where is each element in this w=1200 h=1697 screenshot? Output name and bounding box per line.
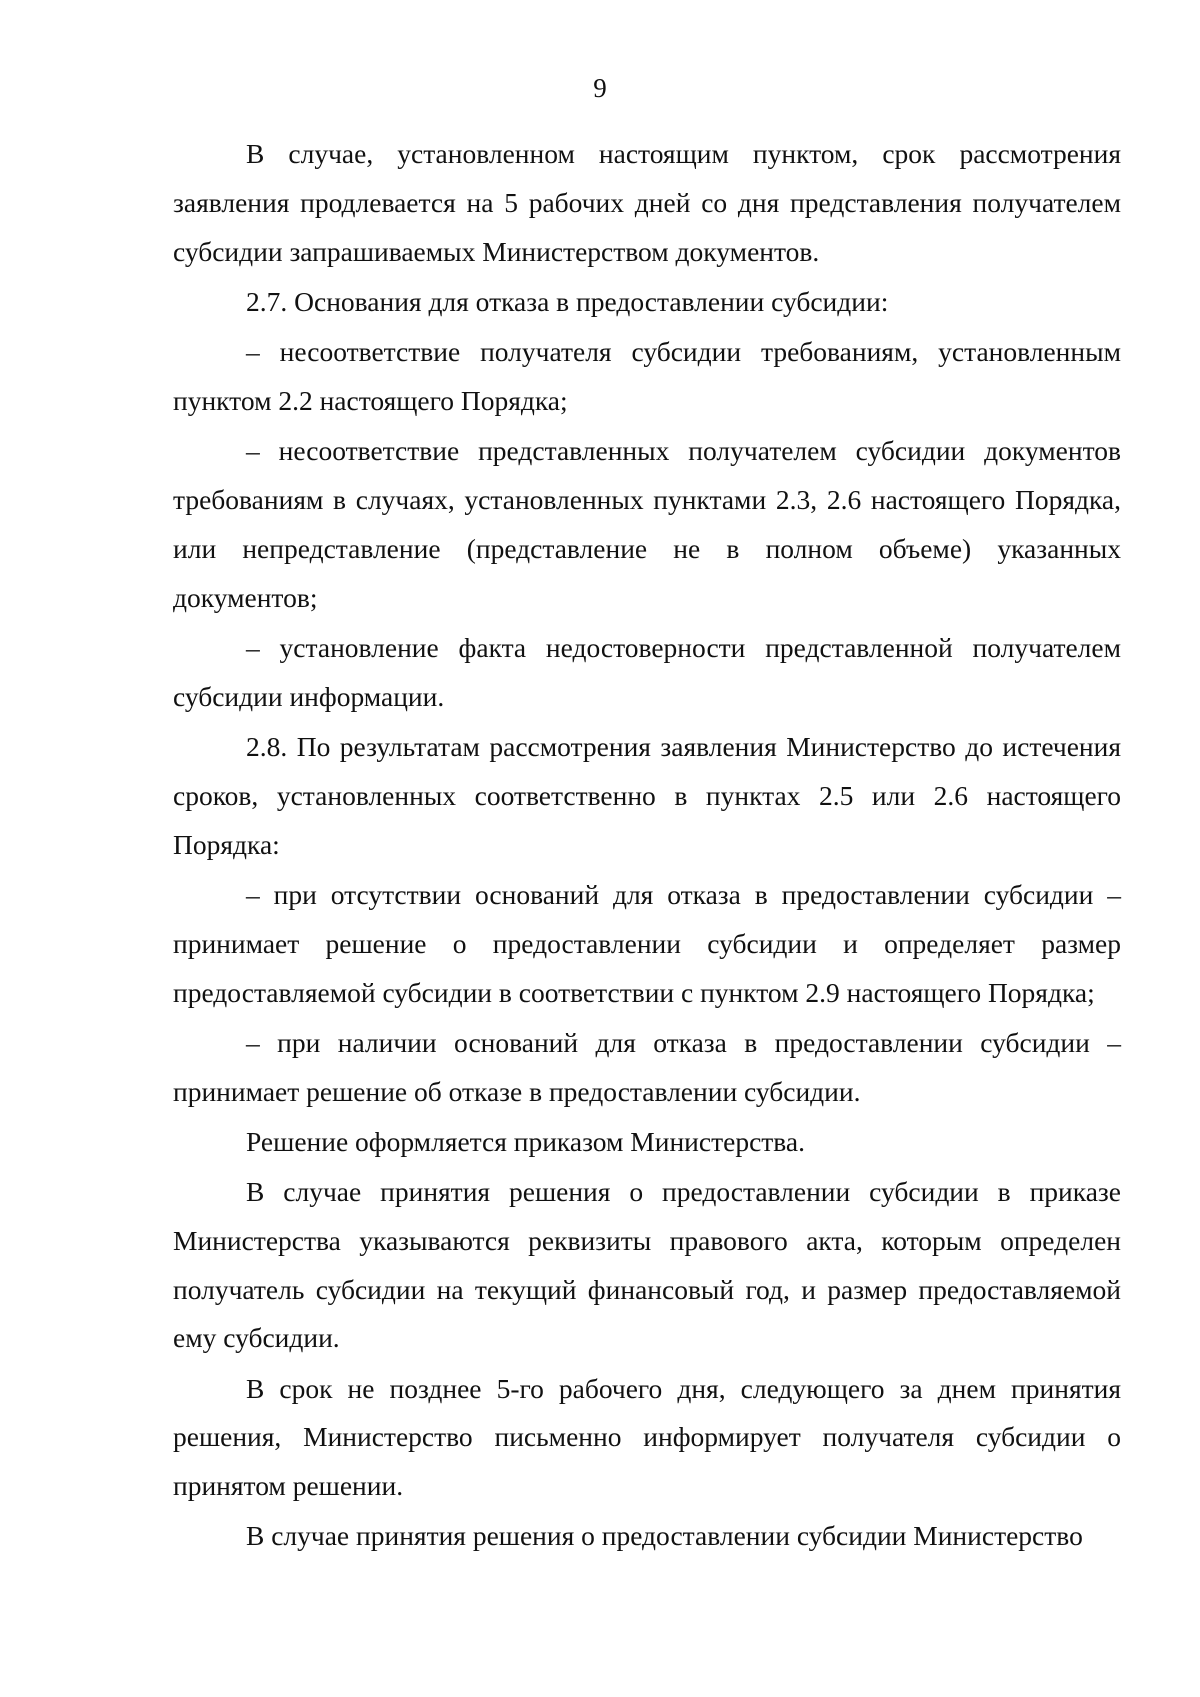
paragraph-continuation: В случае принятия решения о предоставлении субсидии Министерство — [246, 1520, 1083, 1552]
list-item-requirements-mismatch: – несоответствие получателя субсидии требованиям, установленным пунктом 2.2 настоящего Порядка; — [173, 336, 1121, 416]
list-item-false-information: – установление факта недостоверности представленной получателем субсидии информации. — [173, 631, 1121, 712]
paragraph-notification-term: В срок не позднее 5-го рабочего дня, следующего за днем принятия решения, Министерство письменно информирует получателя субсидии о принятом решении. — [173, 1372, 1121, 1502]
list-item-documents-mismatch: – несоответствие представленных получателем субсидии документов требованиям в случаях, установленных пунктами 2.3, 2.6 настоящего Порядка, или непредставление (представление не в полном объеме) указанных документов; — [173, 435, 1121, 613]
document-body — [173, 130, 1121, 1563]
list-item-grounds-present: – при наличии оснований для отказа в предоставлении субсидии – принимает решение об отказе в предоставлении субсидии. — [173, 1026, 1121, 1107]
paragraph-decision-order: Решение оформляется приказом Министерства. — [246, 1125, 805, 1157]
paragraph-2-7-heading: 2.7. Основания для отказа в предоставлении субсидии: — [246, 285, 889, 317]
list-item-no-grounds: – при отсутствии оснований для отказа в предоставлении субсидии – принимает решение о предоставлении субсидии и определяет размер предоставляемой субсидии в соответствии с пунктом 2.9 настоящего Порядка; — [173, 878, 1121, 1008]
paragraph-order-details: В случае принятия решения о предоставлении субсидии в приказе Министерства указываются реквизиты правового акта, которым определен получатель субсидии на текущий финансовый год, и размер предоставляемой ему субсидии. — [173, 1175, 1121, 1354]
paragraph-extension-term: В случае, установленном настоящим пунктом, срок рассмотрения заявления продлевается на 5 рабочих дней со дня представления получателем субсидии запрашиваемых Министерством документов. — [173, 138, 1121, 267]
paragraph-2-8: 2.8. По результатам рассмотрения заявления Министерство до истечения сроков, установленных соответственно в пунктах 2.5 или 2.6 настоящего Порядка: — [173, 730, 1121, 860]
page-number: 9 — [593, 73, 607, 103]
